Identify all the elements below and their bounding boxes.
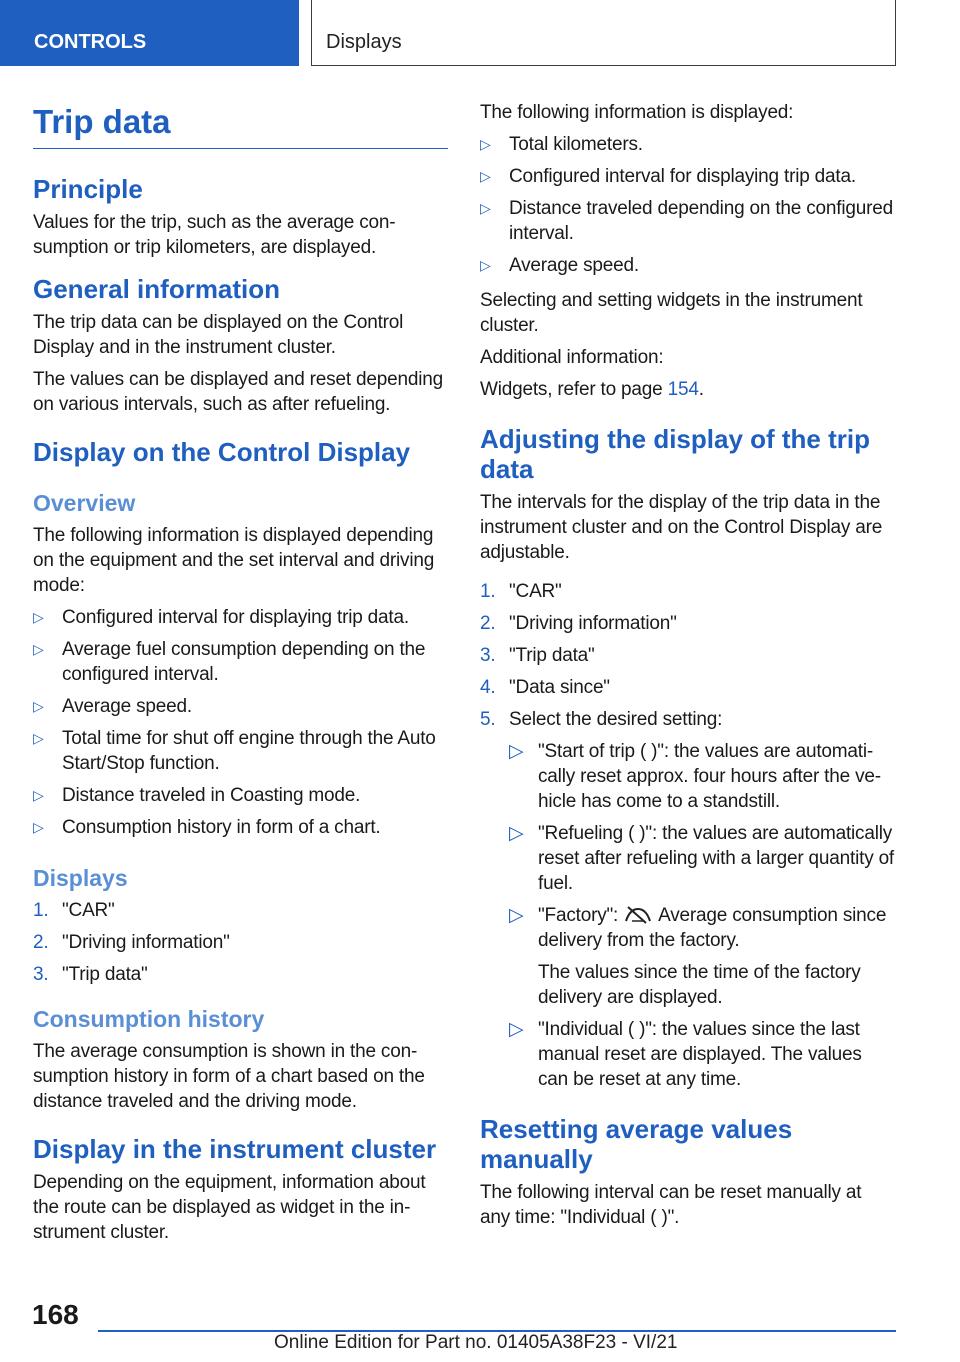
widgets-reference: Widgets, refer to page 154. <box>480 379 704 400</box>
factory-note: The values since the time of the factory delivery are displayed. <box>538 962 861 1008</box>
general-heading: General information <box>33 274 281 304</box>
bullet-marker: ▷ <box>33 609 44 625</box>
list-item: ▷ "Individual ( )": the values since the last manual reset are displayed. The values can be reset at any time. <box>509 1019 862 1090</box>
right-list <box>480 132 896 278</box>
left-column <box>33 100 448 1252</box>
displays-heading: Displays <box>33 865 128 891</box>
list-item: ▷ Distance traveled in Coasting mode. <box>33 785 361 806</box>
reset-heading: Resetting average values manually <box>480 1114 793 1174</box>
cluster-text: Depending on the equipment, information about the route can be displayed as widget in the instrument cluster. <box>33 1172 426 1243</box>
principle-text: Values for the trip, such as the average consumption or trip kilometers, are displayed. <box>33 212 396 258</box>
overview-heading: Overview <box>33 490 136 516</box>
list-item: ▷ "Start of trip ( )": the values are automatically reset approx. four hours after the vehicle has come to a standstill. <box>509 741 882 812</box>
page-number: 168 <box>32 1299 79 1330</box>
step-item: 2. "Driving information" <box>480 613 677 634</box>
section-tab: CONTROLS <box>0 0 299 66</box>
bullet-marker: ▷ <box>480 257 491 273</box>
bullet-marker: ▷ <box>509 1019 524 1040</box>
page-title: Trip data <box>33 100 448 149</box>
chapter-title: Displays <box>311 0 896 66</box>
bullet-marker: ▷ <box>480 168 491 184</box>
list-item: ▷ "Factory": Average consumption since delivery from the factory. The values since the time of the factory delivery are displayed. <box>509 903 896 1010</box>
list-item: ▷ Total time for shut off engine through the Auto Start/Stop function. <box>33 728 436 774</box>
page-header <box>0 0 960 66</box>
bullet-marker: ▷ <box>509 905 524 926</box>
step-item: 1. "CAR" <box>33 900 115 921</box>
history-text: The average consumption is shown in the consumption history in form of a chart based on the distance traveled and the driving mode. <box>33 1041 425 1112</box>
cluster-heading: Display in the instrument cluster <box>33 1134 437 1164</box>
list-item: ▷ Distance traveled depending on the configured interval. <box>480 198 893 244</box>
step-item: 2. "Driving information" <box>33 932 230 953</box>
right-column <box>480 100 896 1237</box>
additional-text: Additional information: <box>480 347 664 368</box>
bullet-marker: ▷ <box>509 741 524 762</box>
setting-options <box>509 739 896 1092</box>
select-text: Selecting and setting widgets in the instrument cluster. <box>480 290 863 336</box>
adjust-heading: Adjusting the display of the trip data <box>480 424 870 484</box>
list-item: ▷ Average fuel consumption depending on the configured interval. <box>33 639 426 685</box>
control-display-heading: Display on the Control Display <box>33 437 411 467</box>
edition-footer: Online Edition for Part no. 01405A38F23 - VI/21 <box>274 1332 678 1353</box>
bullet-marker: ▷ <box>33 641 44 657</box>
bullet-marker: ▷ <box>33 730 44 746</box>
step-item: 1. "CAR" <box>480 581 562 602</box>
step-item: 5. Select the desired setting: ▷ "Start of trip ( )": the values are automatically reset approx. four hours after the vehicle has come to a standstill. ▷ "Refueling ( )": the values are automatically reset after refueling with a larger quantity of fuel. ▷ "Factory": Average consumption since delivery from the factory. The values since the time of the factory delivery are displayed. ▷ "Individual ( )": the values since the last manual reset are displayed. The values can be reset at any time. <box>480 709 895 1090</box>
step-item: 3. "Trip data" <box>33 964 148 985</box>
bullet-marker: ▷ <box>33 698 44 714</box>
bullet-marker: ▷ <box>509 823 524 844</box>
reset-text: The following interval can be reset manually at any time: "Individual ( )". <box>480 1182 862 1228</box>
principle-heading: Principle <box>33 174 143 204</box>
overview-text: The following information is displayed depending on the equipment and the set interval and driving mode: <box>33 525 435 596</box>
overview-list <box>33 605 448 840</box>
step-item: 3. "Trip data" <box>480 645 595 666</box>
bullet-marker: ▷ <box>33 819 44 835</box>
displays-steps <box>33 898 448 987</box>
history-heading: Consumption history <box>33 1006 265 1032</box>
list-item: ▷ "Refueling ( )": the values are automatically reset after refueling with a larger quantity of fuel. <box>509 823 895 894</box>
page-link[interactable]: 154 <box>667 379 699 400</box>
bullet-marker: ▷ <box>480 200 491 216</box>
list-item: ▷ Configured interval for displaying trip data. <box>480 166 856 187</box>
list-item: ▷ Configured interval for displaying trip data. <box>33 607 409 628</box>
step-item: 4. "Data since" <box>480 677 610 698</box>
general-text-1: The trip data can be displayed on the Control Display and in the instrument cluster. <box>33 312 404 358</box>
right-intro: The following information is displayed: <box>480 102 794 123</box>
list-item: ▷ Average speed. <box>33 696 192 717</box>
list-item: ▷ Total kilometers. <box>480 134 643 155</box>
bullet-marker: ▷ <box>480 136 491 152</box>
list-item: ▷ Consumption history in form of a chart. <box>33 817 381 838</box>
bullet-marker: ▷ <box>33 787 44 803</box>
adjust-text: The intervals for the display of the trip data in the instrument cluster and on the Control Display are adjustable. <box>480 492 883 563</box>
list-item: ▷ Average speed. <box>480 255 639 276</box>
adjust-steps <box>480 579 896 1092</box>
factory-icon <box>624 904 652 924</box>
general-text-2: The values can be displayed and reset depending on various intervals, such as after refueling. <box>33 369 443 415</box>
